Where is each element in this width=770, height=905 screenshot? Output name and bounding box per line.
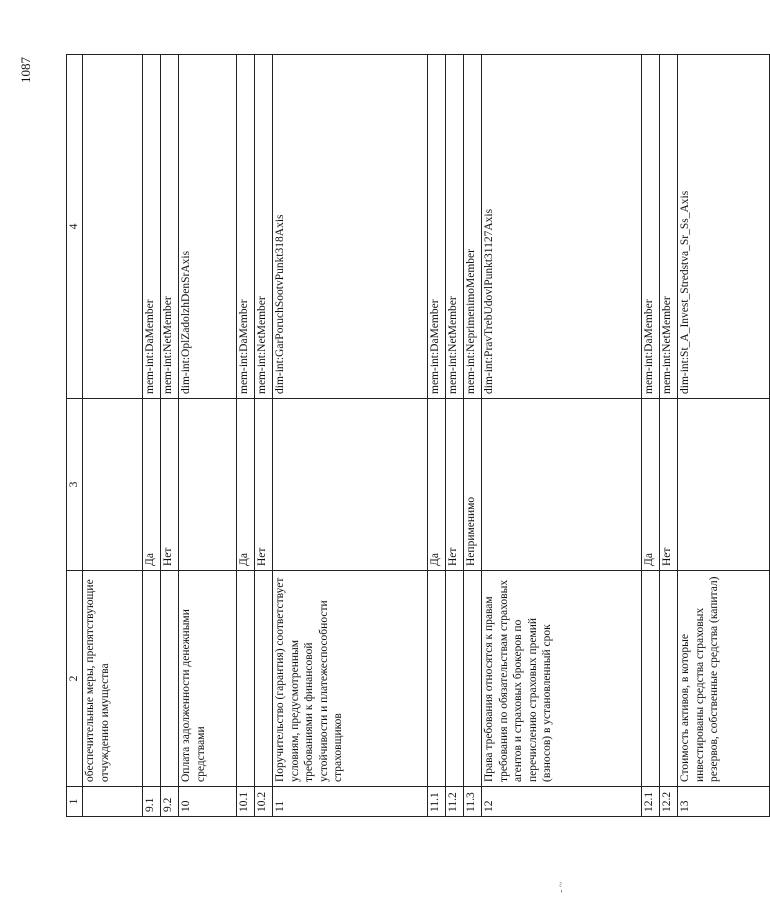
indicator-name-cell: Стоимость активов, в которые инвестированы средства страховых резервов, собственные средства (капитал) — [678, 571, 770, 787]
indicator-name-cell — [642, 571, 660, 787]
row-number-cell: 10.1 — [237, 787, 255, 817]
value-cell — [482, 399, 642, 571]
header-cell-3: 3 — [67, 399, 83, 571]
header-cell-1: 1 — [67, 787, 83, 817]
table-row — [237, 55, 255, 817]
header-cell-4: 4 — [67, 55, 83, 399]
code-cell — [83, 55, 143, 399]
indicator-name-cell — [428, 571, 446, 787]
row-number-cell: 11.2 — [446, 787, 464, 817]
table-row — [660, 55, 678, 817]
indicator-name-cell — [143, 571, 161, 787]
table-row — [143, 55, 161, 817]
value-cell: Да — [642, 399, 660, 571]
table-row — [273, 55, 428, 817]
row-number-cell: 12.2 — [660, 787, 678, 817]
indicator-name-cell — [446, 571, 464, 787]
table-row — [255, 55, 273, 817]
row-number-cell: 9.2 — [161, 787, 179, 817]
indicator-name-cell — [660, 571, 678, 787]
row-number-cell: 12.1 — [642, 787, 660, 817]
page-number: 1087 — [18, 57, 33, 83]
value-cell: Да — [143, 399, 161, 571]
table-row — [482, 55, 642, 817]
row-number-cell: 10 — [179, 787, 237, 817]
value-cell — [273, 399, 428, 571]
table-row — [83, 55, 143, 817]
row-number-cell: 9.1 — [143, 787, 161, 817]
margin-marks: - ~ — [556, 881, 567, 893]
code-cell: mem-int:NetMember — [161, 55, 179, 399]
table-row — [446, 55, 464, 817]
code-cell: mem-int:NetMember — [660, 55, 678, 399]
code-cell: mem-int:DaMember — [428, 55, 446, 399]
table-row — [464, 55, 482, 817]
value-cell — [179, 399, 237, 571]
indicator-name-cell: Поручительство (гарантия) соответствует условиям, предусмотренным требованиями к финансовой устойчивости и платежеспособности страховщиков — [273, 571, 428, 787]
code-cell: mem-int:DaMember — [237, 55, 255, 399]
header-cell-2: 2 — [67, 571, 83, 787]
row-number-cell — [83, 787, 143, 817]
code-cell: mem-int:NetMember — [255, 55, 273, 399]
indicator-name-cell: обеспечительные меры, препятствующие отчуждению имущества — [83, 571, 143, 787]
table-row — [161, 55, 179, 817]
value-cell: Да — [237, 399, 255, 571]
code-cell: dim-int:GarPoruchSootvPunkt318Axis — [273, 55, 428, 399]
indicator-name-cell: Права требования относятся к правам требования по обязательствам страховых агентов и страховых брокеров по перечислению страховых премий (взносов) в установленный срок — [482, 571, 642, 787]
row-number-cell: 11.3 — [464, 787, 482, 817]
classification-table — [66, 54, 770, 817]
indicator-name-cell: Оплата задолженности денежными средствами — [179, 571, 237, 787]
value-cell: Нет — [660, 399, 678, 571]
value-cell: Да — [428, 399, 446, 571]
table-row — [428, 55, 446, 817]
table-row — [678, 55, 770, 817]
indicator-name-cell — [237, 571, 255, 787]
header-row — [67, 55, 83, 817]
value-cell — [678, 399, 770, 571]
value-cell: Нет — [161, 399, 179, 571]
table-row — [179, 55, 237, 817]
value-cell: Неприменимо — [464, 399, 482, 571]
code-cell: dim-int:St_A_Invest_Stredstva_Sr_Ss_Axis — [678, 55, 770, 399]
value-cell: Нет — [255, 399, 273, 571]
row-number-cell: 11 — [273, 787, 428, 817]
row-number-cell: 11.1 — [428, 787, 446, 817]
code-cell: mem-int:NeprimenimoMember — [464, 55, 482, 399]
row-number-cell: 13 — [678, 787, 770, 817]
code-cell: dim-int:PravTrebUdovlPunkt31127Axis — [482, 55, 642, 399]
row-number-cell: 12 — [482, 787, 642, 817]
code-cell: mem-int:NetMember — [446, 55, 464, 399]
row-number-cell: 10.2 — [255, 787, 273, 817]
indicator-name-cell — [255, 571, 273, 787]
value-cell: Нет — [446, 399, 464, 571]
code-cell: mem-int:DaMember — [143, 55, 161, 399]
code-cell: dim-int:OplZadolzhDenSrAxis — [179, 55, 237, 399]
code-cell: mem-int:DaMember — [642, 55, 660, 399]
table-row — [642, 55, 660, 817]
indicator-name-cell — [464, 571, 482, 787]
indicator-name-cell — [161, 571, 179, 787]
value-cell — [83, 399, 143, 571]
